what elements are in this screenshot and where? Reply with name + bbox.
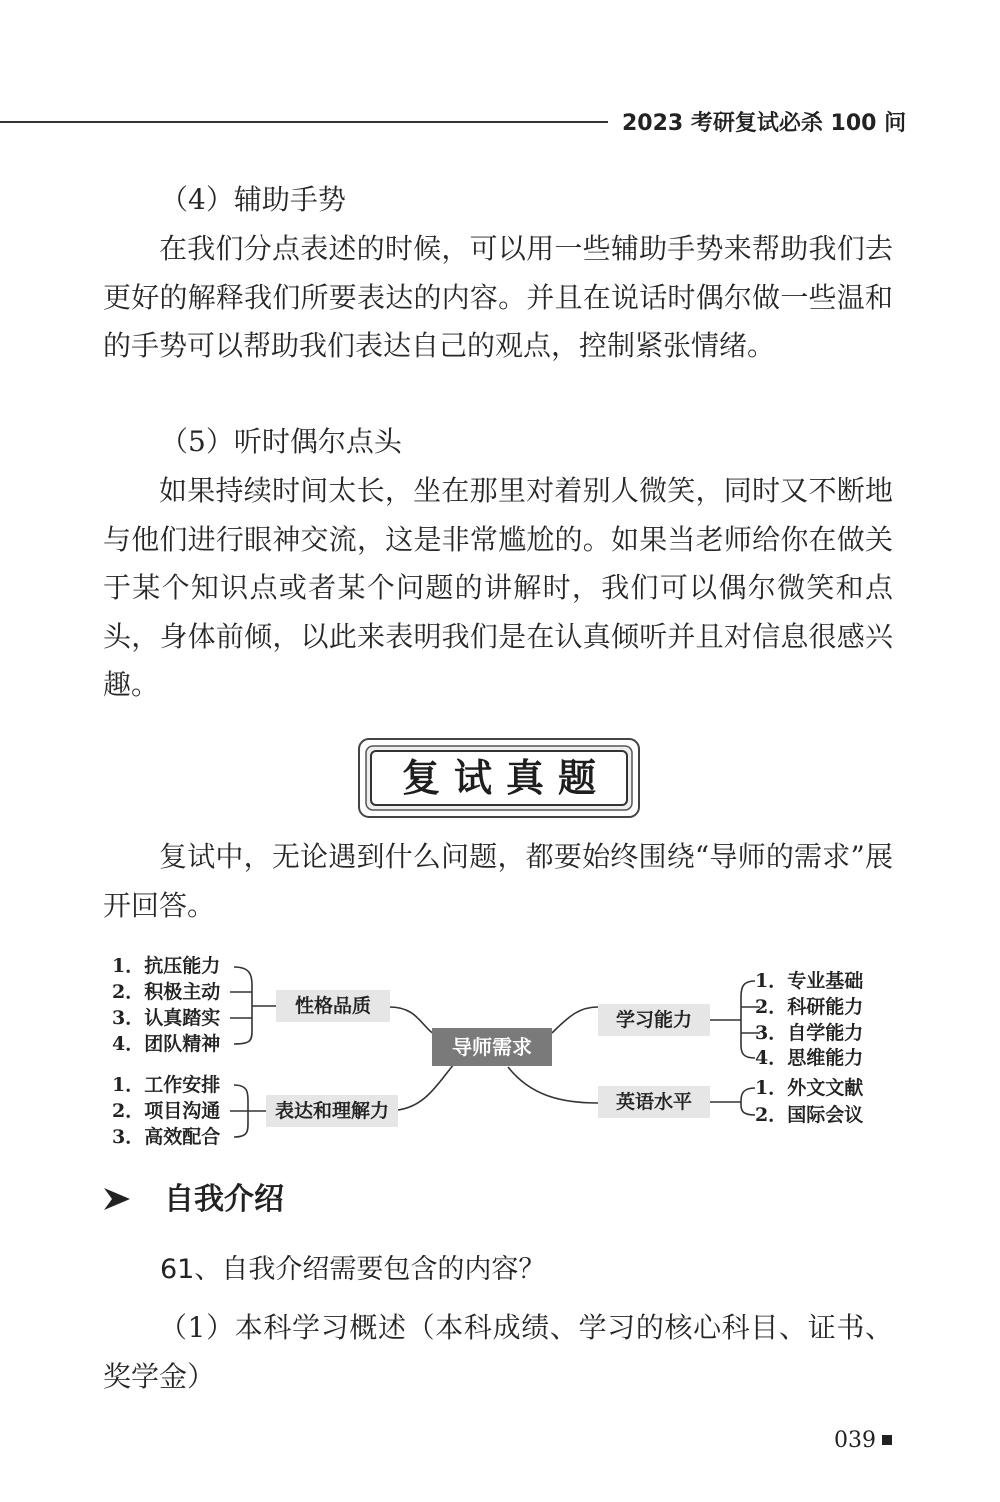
mindmap-item: 3．自学能力 <box>755 1022 864 1044</box>
section-banner <box>358 738 640 818</box>
mindmap-item: 1．抗压能力 <box>112 955 221 977</box>
gesture-paragraph: 在我们分点表述的时候，可以用一些辅助手势来帮助我们去更好的解释我们所要表达的内容。并且在说话时偶尔做一些温和的手势可以帮助我们表达自己的观点，控制紧张情绪。 <box>103 232 893 362</box>
mindmap-item: 1．外文文献 <box>755 1077 864 1099</box>
arrow-bullet-icon <box>102 1182 140 1217</box>
mindmap-branch-learning: 学习能力 <box>598 1004 710 1036</box>
mindmap <box>100 945 900 1155</box>
mindmap-item: 2．科研能力 <box>755 996 864 1018</box>
page-number-text: 039 <box>834 1428 876 1453</box>
mindmap-item: 4．团队精神 <box>112 1033 221 1055</box>
intro-paragraph: 复试中，无论遇到什么问题，都要始终围绕“导师的需求”展开回答。 <box>103 840 893 922</box>
page-marker-icon <box>882 1435 892 1445</box>
mindmap-branch-english: 英语水平 <box>598 1086 710 1118</box>
mindmap-center: 导师需求 <box>432 1028 552 1066</box>
mindmap-item: 4．思维能力 <box>755 1047 864 1069</box>
mindmap-item: 2．积极主动 <box>112 981 221 1003</box>
mindmap-branch-expression: 表达和理解力 <box>266 1095 398 1127</box>
mindmap-item: 1．专业基础 <box>755 970 864 992</box>
gesture-heading: （4）辅助手势 <box>160 183 346 216</box>
page-number <box>834 1428 892 1453</box>
question-heading: 61、自我介绍需要包含的内容？ <box>160 1254 546 1285</box>
mindmap-item: 2．项目沟通 <box>112 1100 221 1122</box>
mindmap-item: 3．认真踏实 <box>112 1007 221 1029</box>
banner-title: 复试真题 <box>401 756 610 800</box>
answer-paragraph: （1）本科学习概述（本科成绩、学习的核心科目、证书、奖学金） <box>103 1311 893 1393</box>
mindmap-branch-personality: 性格品质 <box>276 990 390 1022</box>
mindmap-item: 1．工作安排 <box>112 1074 221 1096</box>
header-rule <box>0 121 608 123</box>
running-header: 2023 考研复试必杀 100 问 <box>622 111 907 136</box>
section-title-text: 自我介绍 <box>164 1182 284 1217</box>
mindmap-item: 2．国际会议 <box>755 1104 864 1126</box>
mindmap-item: 3．高效配合 <box>112 1126 221 1148</box>
nod-paragraph: 如果持续时间太长，坐在那里对着别人微笑，同时又不断地与他们进行眼神交流，这是非常尴尬的。如果当老师给你在做关于某个知识点或者某个问题的讲解时，我们可以偶尔微笑和点头，身体前倾，以此来表明我们是在认真倾听并且对信息很感兴趣。 <box>103 474 893 701</box>
nod-heading: （5）听时偶尔点头 <box>160 425 402 458</box>
section-title <box>102 1174 284 1218</box>
